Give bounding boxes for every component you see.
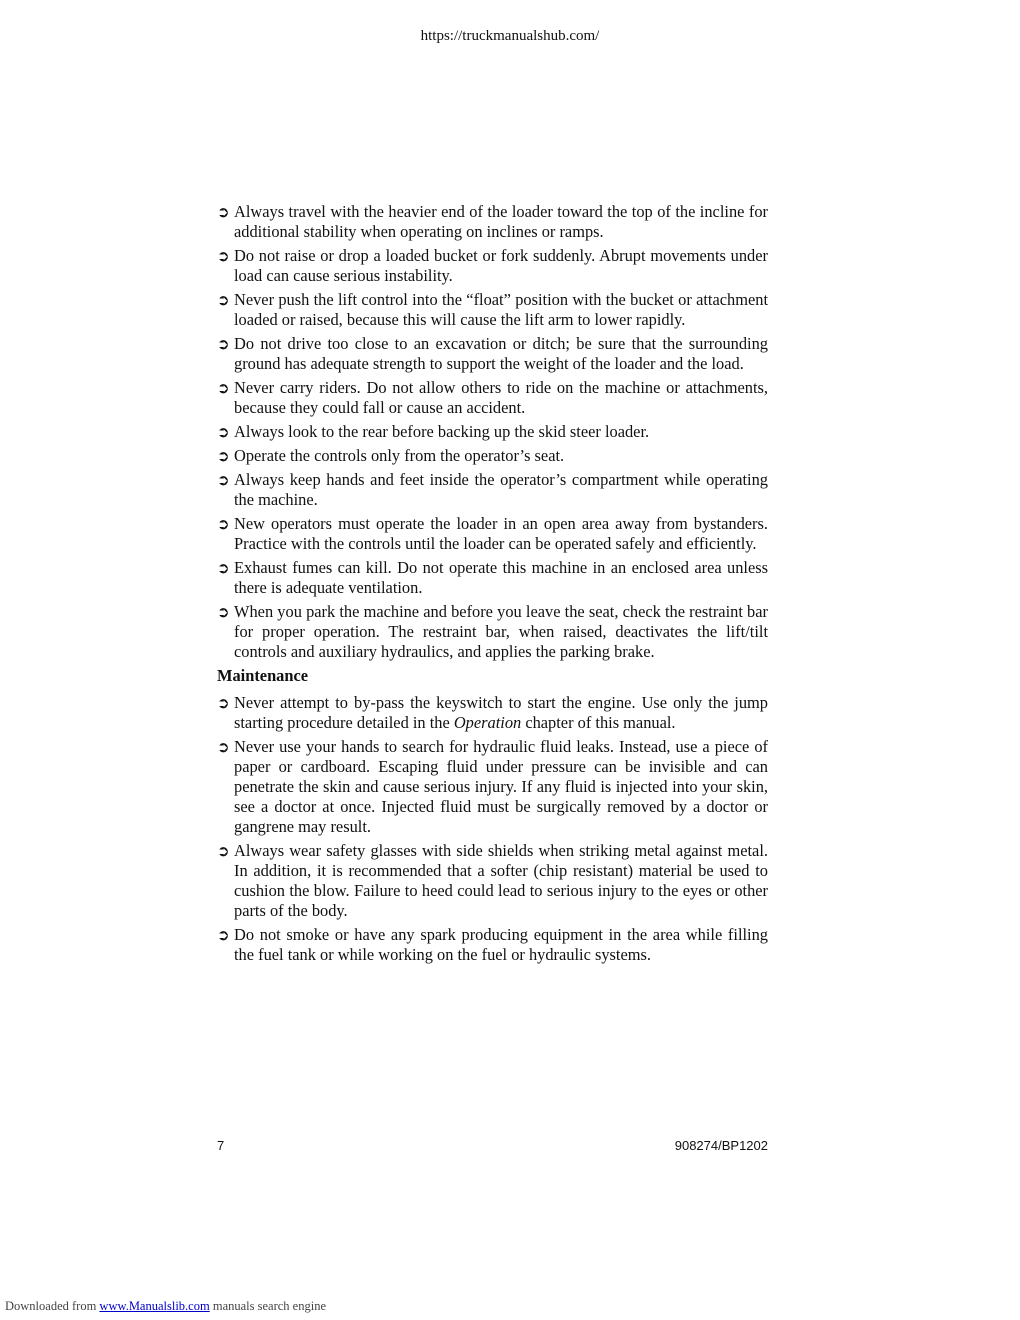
list-item-text: When you park the machine and before you leave the seat, check the restraint bar for proper operation. The restraint bar, when raised, deactivates the lift/tilt controls and auxiliary hydraulics, and applies the parking brake. bbox=[234, 602, 768, 661]
list-item-text: Do not drive too close to an excavation or ditch; be sure that the surrounding ground has adequate strength to support the weight of the loader and the load. bbox=[234, 334, 768, 373]
arrow-bullet-icon: ➲ bbox=[217, 291, 230, 309]
list-item-text bbox=[234, 693, 768, 732]
arrow-bullet-icon: ➲ bbox=[217, 515, 230, 533]
list-item bbox=[217, 202, 768, 242]
arrow-bullet-icon: ➲ bbox=[217, 471, 230, 489]
arrow-bullet-icon: ➲ bbox=[217, 603, 230, 621]
manualslib-link[interactable]: www.Manualslib.com bbox=[99, 1299, 210, 1313]
document-code: 908274/BP1202 bbox=[674, 1138, 768, 1153]
list-item bbox=[217, 470, 768, 510]
list-item bbox=[217, 841, 768, 921]
arrow-bullet-icon: ➲ bbox=[217, 559, 230, 577]
arrow-bullet-icon: ➲ bbox=[217, 247, 230, 265]
list-item bbox=[217, 334, 768, 374]
list-item-text: New operators must operate the loader in an open area away from bystanders. Practice with the controls until the loader can be operated safely and efficiently. bbox=[234, 514, 768, 553]
list-item bbox=[217, 602, 768, 662]
safety-list bbox=[217, 202, 768, 662]
arrow-bullet-icon: ➲ bbox=[217, 694, 230, 712]
section-heading-maintenance: Maintenance bbox=[217, 666, 309, 685]
page-number: 7 bbox=[217, 1138, 225, 1153]
arrow-bullet-icon: ➲ bbox=[217, 926, 230, 944]
header-url: https://truckmanualshub.com/ bbox=[420, 28, 600, 44]
maintenance-list bbox=[217, 693, 768, 965]
chapter-reference: Operation bbox=[453, 713, 522, 732]
list-item bbox=[217, 446, 768, 466]
list-item-text: Never use your hands to search for hydraulic fluid leaks. Instead, use a piece of paper or cardboard. Escaping fluid under pressure can be invisible and can penetrate the skin and cause serious injury. If any fluid is injected into your skin, see a doctor at once. Injected fluid must be surgically removed by a doctor or gangrene may result. bbox=[234, 737, 768, 836]
list-item bbox=[217, 378, 768, 418]
text-segment: Never attempt to by-pass the keyswitch to start the engine. Use only the jump starting procedure detailed in the bbox=[234, 693, 768, 732]
arrow-bullet-icon: ➲ bbox=[217, 423, 230, 441]
list-item bbox=[217, 693, 768, 733]
arrow-bullet-icon: ➲ bbox=[217, 379, 230, 397]
list-item-text: Always wear safety glasses with side shields when striking metal against metal. In addition, it is recommended that a softer (chip resistant) material be used to cushion the blow. Failure to heed could lead to serious injury to the eyes or other parts of the body. bbox=[234, 841, 768, 920]
list-item bbox=[217, 925, 768, 965]
list-item bbox=[217, 737, 768, 837]
list-item-text: Always travel with the heavier end of the loader toward the top of the incline for additional stability when operating on inclines or ramps. bbox=[234, 202, 768, 241]
list-item bbox=[217, 290, 768, 330]
download-note bbox=[5, 1299, 326, 1314]
list-item bbox=[217, 514, 768, 554]
list-item bbox=[217, 558, 768, 598]
text-segment: chapter of this manual. bbox=[521, 713, 676, 732]
list-item-text: Do not smoke or have any spark producing equipment in the area while filling the fuel tank or while working on the fuel or hydraulic systems. bbox=[234, 925, 768, 964]
list-item-text: Never push the lift control into the “float” position with the bucket or attachment loaded or raised, because this will cause the lift arm to lower rapidly. bbox=[234, 290, 768, 329]
list-item-text: Operate the controls only from the operator’s seat. bbox=[234, 446, 565, 465]
arrow-bullet-icon: ➲ bbox=[217, 203, 230, 221]
arrow-bullet-icon: ➲ bbox=[217, 335, 230, 353]
list-item bbox=[217, 422, 768, 442]
download-suffix: manuals search engine bbox=[209, 1299, 326, 1313]
list-item bbox=[217, 246, 768, 286]
list-item-text: Always keep hands and feet inside the operator’s compartment while operating the machine. bbox=[234, 470, 768, 509]
list-item-text: Exhaust fumes can kill. Do not operate this machine in an enclosed area unless there is adequate ventilation. bbox=[234, 558, 768, 597]
list-item-text: Never carry riders. Do not allow others to ride on the machine or attachments, because they could fall or cause an accident. bbox=[234, 378, 768, 417]
arrow-bullet-icon: ➲ bbox=[217, 447, 230, 465]
list-item-text: Always look to the rear before backing up the skid steer loader. bbox=[234, 422, 650, 441]
arrow-bullet-icon: ➲ bbox=[217, 842, 230, 860]
arrow-bullet-icon: ➲ bbox=[217, 738, 230, 756]
list-item-text: Do not raise or drop a loaded bucket or fork suddenly. Abrupt movements under load can cause serious instability. bbox=[234, 246, 768, 285]
download-prefix: Downloaded from bbox=[5, 1299, 100, 1313]
page-content bbox=[217, 202, 768, 969]
